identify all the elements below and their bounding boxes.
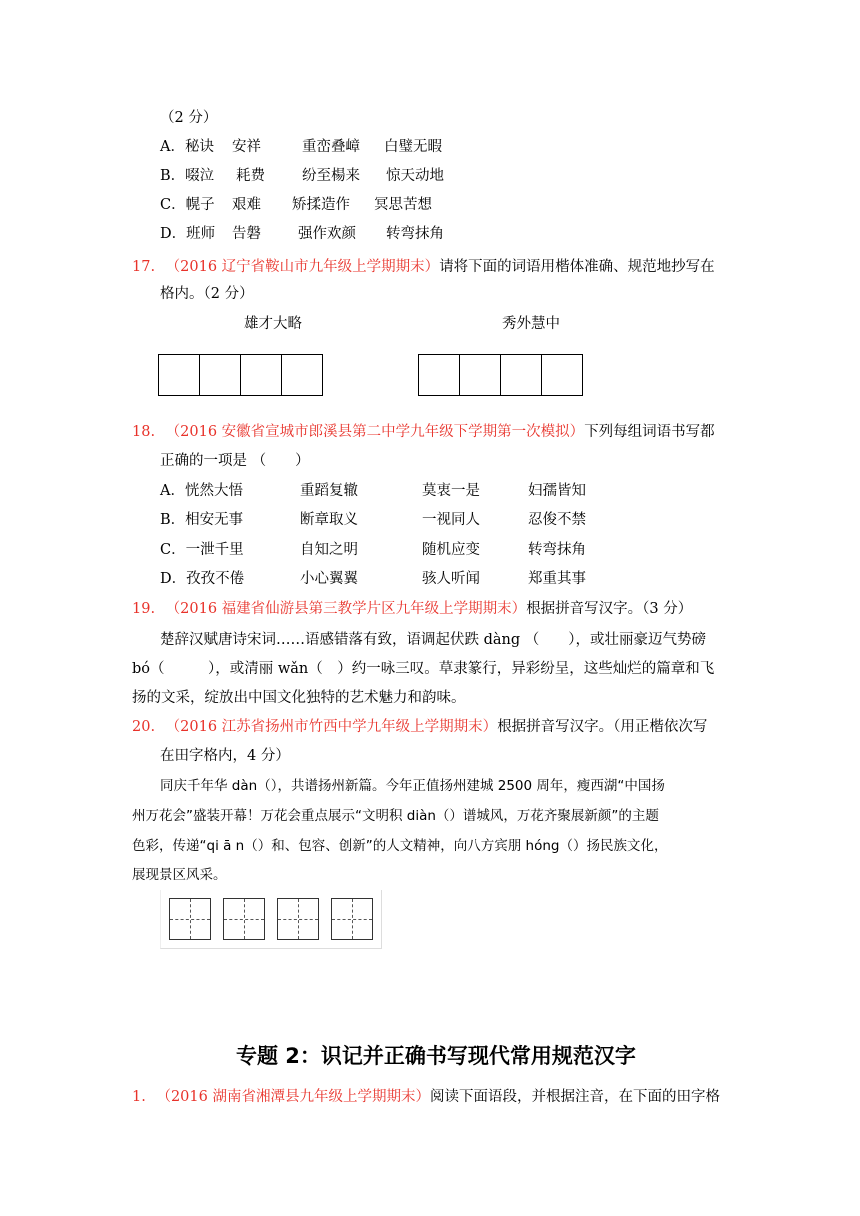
writing-box[interactable] (281, 354, 323, 396)
q1-source: （2016 湖南省湘潭县九年级上学期期末） (156, 1089, 430, 1105)
q18-number: 18. (132, 424, 156, 440)
q17-writing-grid-2[interactable] (418, 354, 582, 396)
q16-option-c: C．幌子 艰难 矫揉造作 冥思苦想 (160, 197, 432, 213)
q19-passage-line1: 楚辞汉赋唐诗宋词……语感错落有致，语调起伏跌 dàng （ ），或壮丽豪迈气势磅 (160, 632, 707, 648)
writing-box[interactable] (541, 354, 583, 396)
q20-passage-line2: 州万花会”盛装开幕！万花会重点展示“文明积 diàn（）谱城风，万花齐聚展新颜”的主题 (132, 808, 659, 824)
q17-prompt-cont: 格内。（2 分） (160, 286, 254, 302)
q17-writing-grid-1[interactable] (158, 354, 322, 396)
q17-number: 17. (132, 259, 156, 275)
q19-passage-line3: 扬的文采，绽放出中国文化独特的艺术魅力和韵味。 (132, 690, 466, 706)
q18-prompt: 下列每组词语书写都 (584, 424, 715, 440)
q17-line1 (132, 255, 715, 276)
q17-word1: 雄才大略 (244, 316, 302, 332)
q18-option-b: B．相安无事 断章取义 一视同人 忍俊不禁 (160, 512, 586, 528)
q20-passage-line4: 展现景区风采。 (132, 867, 227, 883)
writing-box[interactable] (418, 354, 460, 396)
section-title: 专题 2：识记并正确书写现代常用规范汉字 (236, 1044, 636, 1068)
q18-option-d: D．孜孜不倦 小心翼翼 骇人听闻 郑重其事 (160, 571, 586, 587)
writing-box[interactable] (459, 354, 501, 396)
q16-option-b: B．啜泣 耗费 纷至楊来 惊天动地 (160, 168, 444, 184)
q18-option-a: A．恍然大悟 重蹈复辙 莫衷一是 妇孺皆知 (160, 483, 586, 499)
q1-prompt: 阅读下面语段，并根据注音，在下面的田字格 (429, 1089, 720, 1105)
q1-number: 1. (132, 1089, 146, 1105)
q20-tian-grid[interactable] (160, 890, 382, 949)
tian-box[interactable] (277, 898, 319, 940)
q20-source: （2016 江苏省扬州市竹西中学九年级上学期期末） (165, 719, 498, 735)
q17-word2: 秀外慧中 (502, 316, 560, 332)
writing-box[interactable] (500, 354, 542, 396)
tian-box[interactable] (331, 898, 373, 940)
q16-score: （2 分） (160, 110, 218, 126)
q17-source: （2016 辽宁省鞍山市九年级上学期期末） (165, 259, 440, 275)
q18-option-c: C．一泄千里 自知之明 随机应变 转弯抹角 (160, 542, 586, 558)
q20-passage-line1: 同庆千年华 dàn（），共谱扬州新篇。今年正值扬州建城 2500 周年，瘦西湖“中国扬 (160, 778, 665, 794)
q16-option-d: D．班师 告磐 强作欢颜 转弯抹角 (160, 226, 444, 242)
q1-line1 (132, 1085, 720, 1106)
q19-passage-line2: bó（ ），或清丽 wǎn（ ）约一咏三叹。草隶篆行，异彩纷呈，这些灿烂的篇章和飞 (132, 661, 715, 677)
writing-box[interactable] (158, 354, 200, 396)
q19-line1 (132, 597, 692, 618)
writing-box[interactable] (240, 354, 282, 396)
q19-number: 19. (132, 601, 156, 617)
q20-number: 20. (132, 719, 156, 735)
q16-option-a: A．秘诀 安祥 重峦叠嶂 白璧无暇 (160, 139, 442, 155)
q17-prompt: 请将下面的词语用楷体准确、规范地抄写在 (439, 259, 715, 275)
tian-box[interactable] (223, 898, 265, 940)
q18-line1 (132, 420, 715, 441)
q20-prompt: 根据拼音写汉字。（用正楷依次写 (497, 719, 708, 735)
q20-line1 (132, 715, 707, 736)
q19-prompt: 根据拼音写汉字。（3 分） (526, 601, 693, 617)
q18-source: （2016 安徽省宣城市郎溪县第二中学九年级下学期第一次模拟） (165, 424, 585, 440)
q20-prompt-cont: 在田字格内，4 分） (160, 748, 290, 764)
q18-prompt-cont: 正确的一项是 （ ） (160, 453, 310, 469)
q19-source: （2016 福建省仙游县第三教学片区九年级上学期期末） (165, 601, 527, 617)
q20-passage-line3: 色彩，传递“qi ā n（）和、包容、创新”的人文精神，向八方宾朋 hóng（）扬民族文化， (132, 838, 668, 854)
writing-box[interactable] (199, 354, 241, 396)
tian-box[interactable] (169, 898, 211, 940)
